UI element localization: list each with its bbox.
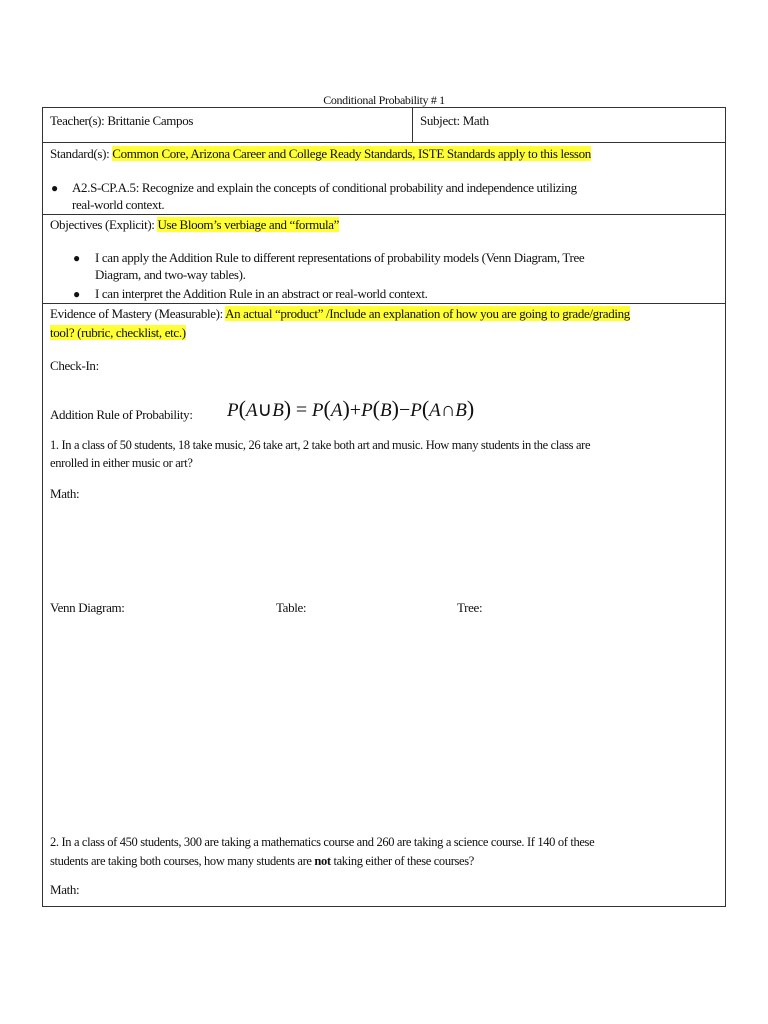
lesson-plan-table [42, 107, 726, 907]
evidence-row [50, 306, 630, 322]
question-2-line1: 2. In a class of 450 students, 300 are taking a mathematics course and 260 are taking a science course. If 140 of these [50, 835, 595, 849]
evidence-highlight-1: An actual “product” /Include an explanation of how you are going to grade/grading [225, 306, 630, 321]
tree-label: Tree: [457, 600, 483, 615]
math-label-1: Math: [50, 486, 80, 501]
standards-label: Standard(s): [50, 146, 110, 161]
check-in-label: Check-In: [50, 358, 99, 373]
objective-1-line1: I can apply the Addition Rule to different representations of probability models (Venn Diagram, Tree [95, 250, 585, 265]
evidence-row-2 [50, 325, 186, 341]
evidence-label: Evidence of Mastery (Measurable): [50, 306, 223, 321]
objectives-label: Objectives (Explicit): [50, 217, 155, 232]
question-1-line2: enrolled in either music or art? [50, 456, 193, 470]
standards-highlight: Common Core, Arizona Career and College Ready Standards, ISTE Standards apply to this lesson [112, 146, 591, 161]
table-label: Table: [276, 600, 307, 615]
row-divider-objectives [43, 303, 725, 304]
venn-diagram-label: Venn Diagram: [50, 600, 125, 615]
row-divider-standards [43, 214, 725, 215]
header-column-divider [412, 108, 413, 142]
evidence-highlight-2: tool? (rubric, checklist, etc.) [50, 325, 186, 340]
standard-item-line2: real-world context. [72, 197, 165, 212]
teacher-cell: Teacher(s): Brittanie Campos [50, 113, 194, 128]
bullet-icon: ● [73, 251, 81, 265]
addition-rule-label: Addition Rule of Probability: [50, 407, 193, 422]
emphasis-not: not [314, 854, 331, 868]
bullet-icon: ● [51, 181, 59, 195]
objective-1-line2: Diagram, and two-way tables). [95, 267, 246, 282]
bullet-icon: ● [73, 287, 81, 301]
objective-2: I can interpret the Addition Rule in an abstract or real-world context. [95, 286, 428, 301]
objectives-row [50, 217, 339, 233]
objectives-highlight: Use Bloom’s verbiage and “formula” [157, 217, 340, 232]
standards-row [50, 146, 591, 162]
standard-item-line1: A2.S-CP.A.5: Recognize and explain the concepts of conditional probability and independence utilizing [72, 180, 577, 195]
math-label-2: Math: [50, 882, 80, 897]
row-divider-header [43, 142, 725, 143]
addition-rule-formula: P(A∪B) = P(A)+P(B)−P(A∩B) [227, 396, 475, 421]
question-2-line2: students are taking both courses, how many students are not taking either of these courses? [50, 854, 474, 868]
document-title: Conditional Probability # 1 [323, 93, 445, 107]
subject-cell: Subject: Math [420, 113, 489, 128]
question-1-line1: 1. In a class of 50 students, 18 take music, 26 take art, 2 take both art and music. How many students in the class are [50, 438, 591, 452]
